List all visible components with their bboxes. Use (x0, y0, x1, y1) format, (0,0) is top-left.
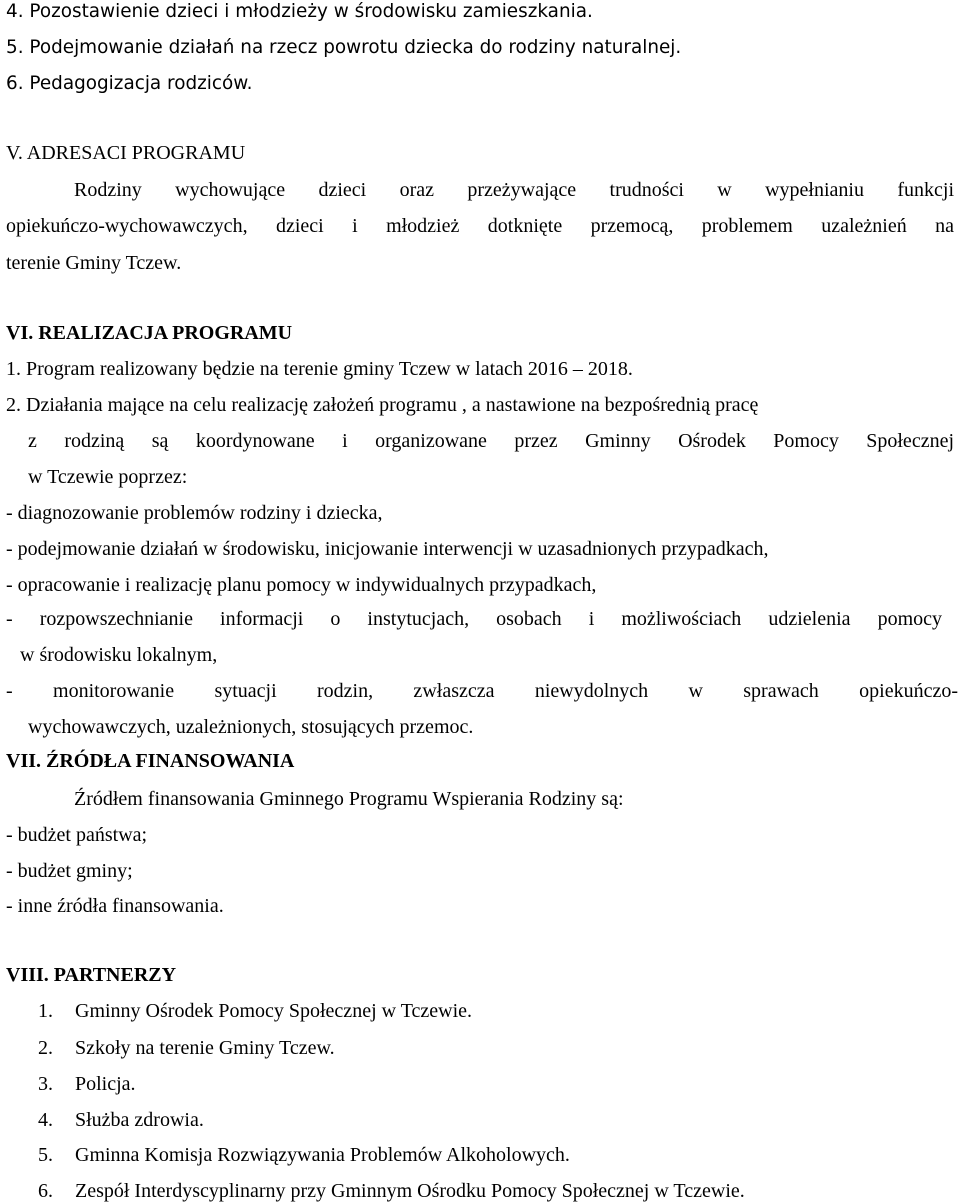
list-item: 5. Podejmowanie działań na rzecz powrotu dziecka do rodziny naturalnej. (6, 37, 682, 58)
paragraph-line: z rodziną są koordynowane i organizowane przez Gminny Ośrodek Pomocy Społecznej (28, 430, 954, 452)
section-heading-partnerzy: VIII. PARTNERZY (6, 964, 177, 986)
partner-name: Szkoły na terenie Gminy Tczew. (75, 1037, 335, 1059)
bullet-item: - rozpowszechnianie informacji o instytucjach, osobach i możliwościach udzielenia pomocy (6, 608, 942, 630)
partner-number: 2. (38, 1037, 53, 1059)
partner-name: Gminny Ośrodek Pomocy Społecznej w Tczewie. (75, 1000, 473, 1022)
bullet-item: - opracowanie i realizację planu pomocy w indywidualnych przypadkach, (6, 574, 597, 596)
paragraph-line: Rodziny wychowujące dzieci oraz przeżywające trudności w wypełnianiu funkcji (74, 179, 954, 201)
partner-number: 5. (38, 1144, 53, 1166)
partner-name: Zespół Interdyscyplinarny przy Gminnym Ośrodku Pomocy Społecznej w Tczewie. (75, 1180, 745, 1202)
list-item: - inne źródła finansowania. (6, 895, 224, 917)
paragraph-line: opiekuńczo-wychowawczych, dzieci i młodzież dotknięte przemocą, problemem uzależnień na (6, 215, 954, 237)
bullet-item-continuation: wychowawczych, uzależnionych, stosujących przemoc. (28, 716, 474, 738)
paragraph-line: w Tczewie poprzez: (28, 466, 188, 488)
list-item: - budżet państwa; (6, 824, 148, 846)
partner-number: 6. (38, 1180, 53, 1202)
list-item: - budżet gminy; (6, 860, 133, 882)
paragraph-line: Źródłem finansowania Gminnego Programu Wspierania Rodziny są: (74, 788, 624, 810)
list-item: 2. Działania mające na celu realizację założeń programu , a nastawione na bezpośrednią pracę (6, 394, 759, 416)
section-heading-zrodla: VII. ŹRÓDŁA FINANSOWANIA (6, 750, 295, 772)
partner-name: Policja. (75, 1073, 136, 1095)
partner-name: Służba zdrowia. (75, 1109, 204, 1131)
paragraph-line: terenie Gminy Tczew. (6, 252, 182, 274)
bullet-item-continuation: w środowisku lokalnym, (20, 644, 218, 666)
partner-number: 1. (38, 1000, 53, 1022)
section-heading-adresaci: V. ADRESACI PROGRAMU (6, 142, 246, 164)
partner-number: 3. (38, 1073, 53, 1095)
list-item: 1. Program realizowany będzie na terenie gminy Tczew w latach 2016 – 2018. (6, 358, 633, 380)
bullet-item: - diagnozowanie problemów rodziny i dziecka, (6, 502, 383, 524)
bullet-item: - monitorowanie sytuacji rodzin, zwłaszcza niewydolnych w sprawach opiekuńczo- (6, 680, 958, 702)
section-heading-realizacja: VI. REALIZACJA PROGRAMU (6, 322, 293, 344)
partner-name: Gminna Komisja Rozwiązywania Problemów Alkoholowych. (75, 1144, 570, 1166)
list-item: 6. Pedagogizacja rodziców. (6, 73, 253, 94)
partner-number: 4. (38, 1109, 53, 1131)
bullet-item: - podejmowanie działań w środowisku, inicjowanie interwencji w uzasadnionych przypadkach, (6, 538, 769, 560)
list-item: 4. Pozostawienie dzieci i młodzieży w środowisku zamieszkania. (6, 1, 593, 22)
